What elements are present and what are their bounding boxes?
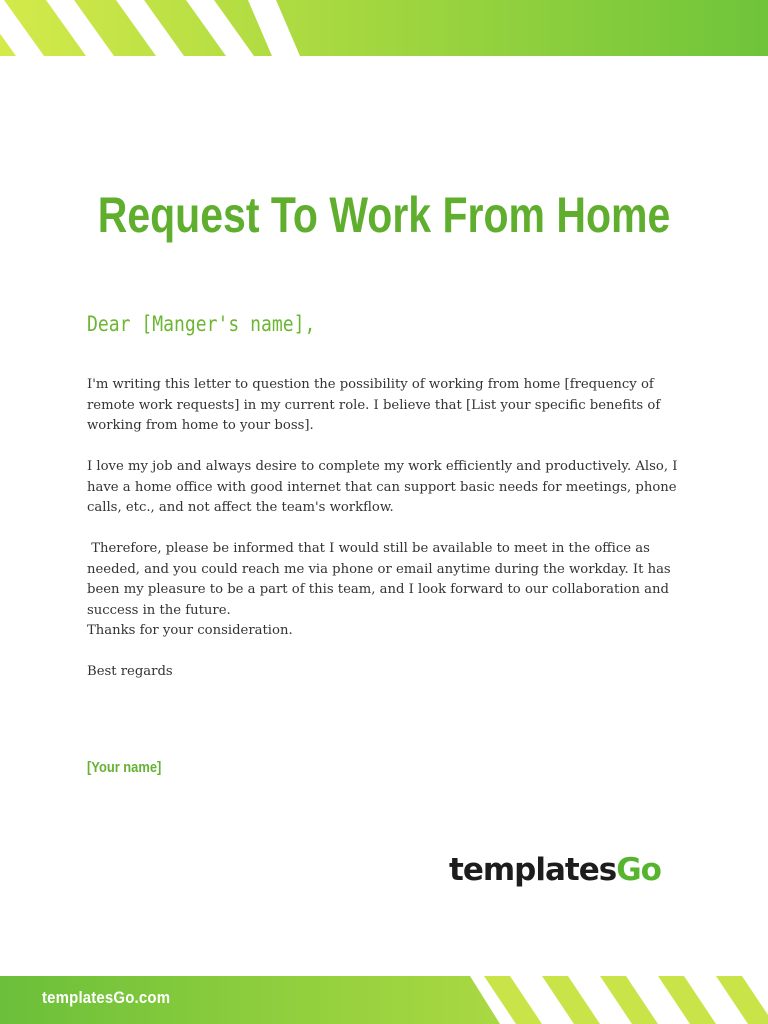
paragraph-3: Therefore, please be informed that I would still be available to meet in the office as needed, and you could reach me via phone or email anytime during the workday. It has been my pleasure to be a part of this team, and I look forward to our collaboration and success in the future. [87,541,675,618]
letter-title: Request To Work From Home [97,187,671,243]
templatesgo-logo [449,852,661,888]
letter-body [87,375,687,683]
signature-name: [Your name] [87,759,162,776]
thanks-line: Thanks for your consideration. [87,623,293,638]
footer-url[interactable]: templatesGo.com [42,988,171,1007]
closing-line: Best regards [87,664,173,679]
logo-text-dark: templates [449,852,617,888]
top-banner-stripes [0,0,768,56]
salutation: Dear [Manger's name], [87,312,316,336]
paragraph-1: I'm writing this letter to question the possibility of working from home [frequency of remote work requests] in my current role. I believe that [List your specific benefits of working from home to your boss]. [87,377,661,433]
paragraph-2: I love my job and always desire to complete my work efficiently and productively. Also, I have a home office with good internet that can support basic needs for meetings, phone calls, etc., and not affect the team's workflow. [87,459,678,515]
logo-text-green: Go [616,852,661,888]
top-banner [0,0,768,56]
